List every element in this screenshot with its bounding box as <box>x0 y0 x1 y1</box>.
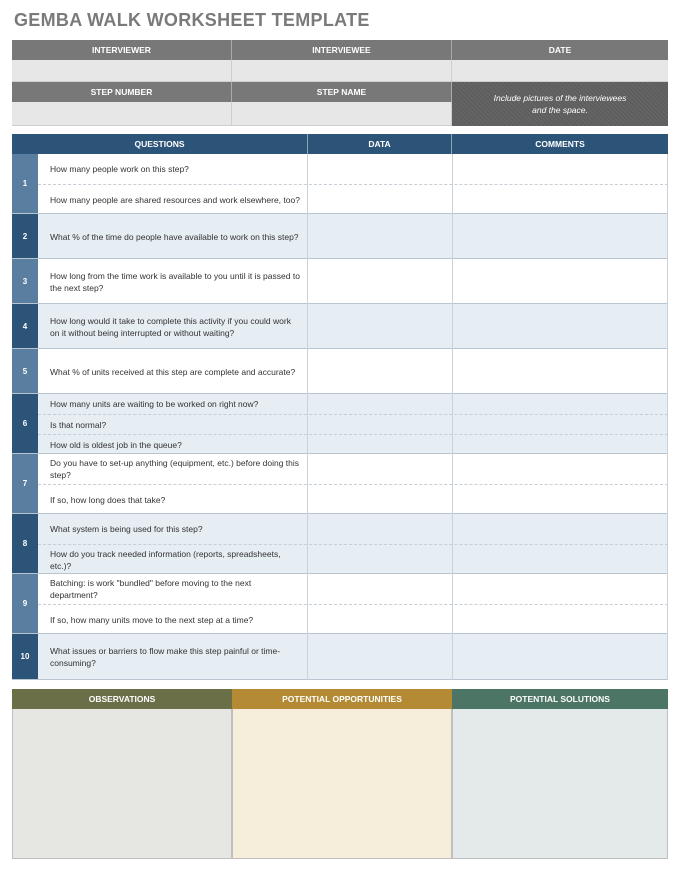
solutions-header: POTENTIAL SOLUTIONS <box>452 689 668 709</box>
opportunities-field[interactable] <box>232 709 452 859</box>
observations-header: OBSERVATIONS <box>12 689 232 709</box>
question-row <box>38 484 668 514</box>
question-group-7 <box>12 454 668 514</box>
comments-header: COMMENTS <box>452 134 668 154</box>
question-group-6 <box>12 394 668 454</box>
group-number: 4 <box>12 304 38 348</box>
pictures-note: Include pictures of the interviewees and the space. <box>452 82 668 126</box>
question-row <box>38 304 668 349</box>
question-row <box>38 544 668 574</box>
question-text: How many units are waiting to be worked on right now? <box>50 399 259 409</box>
group-number: 2 <box>12 214 38 258</box>
question-row <box>38 154 668 184</box>
date-field[interactable] <box>452 60 668 82</box>
page-title: GEMBA WALK WORKSHEET TEMPLATE <box>14 10 370 30</box>
question-text: How long from the time work is available to you until it is passed to the next step? <box>50 270 300 293</box>
question-text: How old is oldest job in the queue? <box>50 439 182 450</box>
date-label: DATE <box>452 40 668 60</box>
questions-header: QUESTIONS <box>12 134 308 154</box>
question-text: How many people are shared resources and work elsewhere, too? <box>50 194 300 205</box>
step-number-field[interactable] <box>12 102 232 126</box>
question-text: What system is being used for this step? <box>50 524 203 534</box>
questions-table <box>12 134 668 680</box>
table-right-border <box>667 154 668 680</box>
interviewee-label: INTERVIEWEE <box>232 40 452 60</box>
step-name-label: STEP NAME <box>232 82 452 102</box>
opportunities-column <box>232 689 452 859</box>
question-row <box>38 349 668 394</box>
question-text: What issues or barriers to flow make this step painful or time-consuming? <box>50 646 281 668</box>
bottom-section <box>12 689 668 859</box>
question-row <box>38 214 668 259</box>
question-row <box>38 604 668 634</box>
question-group-4 <box>12 304 668 349</box>
question-group-9 <box>12 574 668 634</box>
question-group-8 <box>12 514 668 574</box>
question-text: How do you track needed information (reports, spreadsheets, etc.)? <box>50 548 281 571</box>
data-header: DATA <box>308 134 452 154</box>
question-text: What % of the time do people have available to work on this step? <box>50 231 299 242</box>
question-row <box>38 574 668 604</box>
step-number-label: STEP NUMBER <box>12 82 232 102</box>
observations-column <box>12 689 232 859</box>
data-column-divider <box>307 154 308 680</box>
question-row <box>38 434 668 454</box>
step-name-field[interactable] <box>232 102 452 126</box>
interviewer-field[interactable] <box>12 60 232 82</box>
question-group-5 <box>12 349 668 394</box>
question-text: If so, how long does that take? <box>50 494 166 505</box>
question-row <box>38 394 668 414</box>
question-text: How long would it take to complete this activity if you could work on it without being interrupted or without waiting? <box>50 315 291 338</box>
interviewee-field[interactable] <box>232 60 452 82</box>
group-number: 1 <box>12 154 38 213</box>
group-number: 6 <box>12 394 38 453</box>
question-text: How many people work on this step? <box>50 164 189 174</box>
question-row <box>38 454 668 484</box>
group-number: 8 <box>12 514 38 573</box>
group-number: 3 <box>12 259 38 303</box>
question-row <box>38 259 668 304</box>
question-row <box>38 514 668 544</box>
question-group-1 <box>12 154 668 214</box>
question-group-3 <box>12 259 668 304</box>
group-number: 10 <box>12 634 38 679</box>
question-text: Is that normal? <box>50 419 107 430</box>
group-number: 5 <box>12 349 38 393</box>
group-number: 9 <box>12 574 38 633</box>
question-text: Do you have to set-up anything (equipment, etc.) before doing this step? <box>50 458 300 480</box>
observations-field[interactable] <box>12 709 232 859</box>
question-row <box>38 184 668 214</box>
question-text: Batching: is work "bundled" before moving to the next department? <box>50 578 252 600</box>
interviewer-label: INTERVIEWER <box>12 40 232 60</box>
group-number: 7 <box>12 454 38 513</box>
header-block <box>12 40 668 126</box>
question-group-10 <box>12 634 668 680</box>
question-row <box>38 414 668 434</box>
question-group-2 <box>12 214 668 259</box>
solutions-column <box>452 689 668 859</box>
opportunities-header: POTENTIAL OPPORTUNITIES <box>232 689 452 709</box>
question-text: If so, how many units move to the next step at a time? <box>50 614 254 625</box>
question-row <box>38 634 668 680</box>
question-text: What % of units received at this step are complete and accurate? <box>50 366 296 377</box>
comments-column-divider <box>452 154 453 680</box>
solutions-field[interactable] <box>452 709 668 859</box>
